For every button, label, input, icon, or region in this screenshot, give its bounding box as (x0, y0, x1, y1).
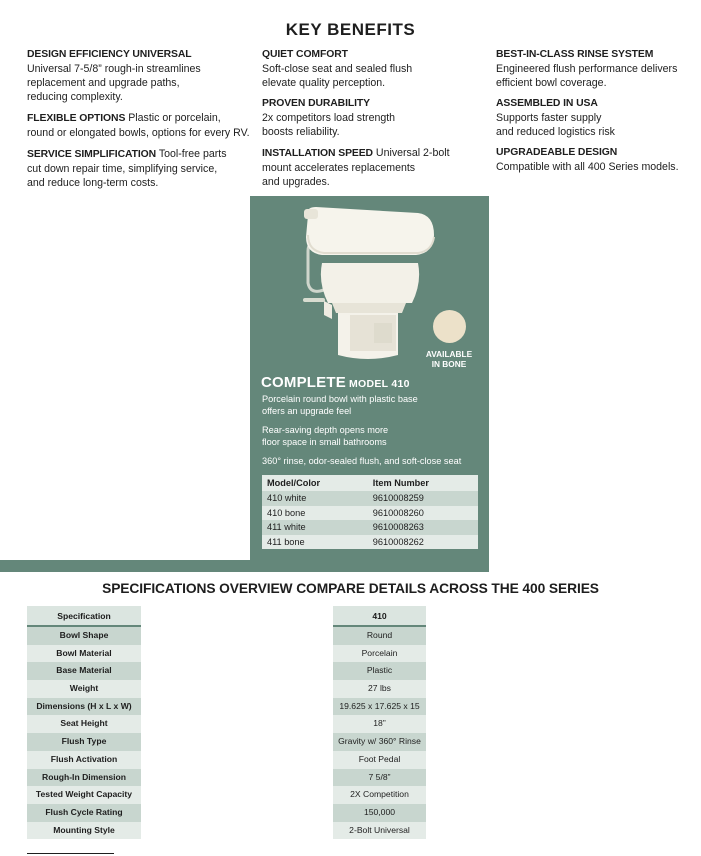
benefit-text: Soft-close seat and sealed flush elevate quality perception. (262, 63, 413, 89)
spec-label: Weight (27, 680, 141, 698)
spec-values-column (333, 606, 426, 839)
benefit-title: PROVEN DURABILITY (262, 98, 370, 109)
item-number-table (262, 475, 478, 549)
model-color-cell: 411 white (262, 520, 364, 535)
benefits-column-1 (27, 48, 257, 197)
benefit-text: Universal 2-bolt mount accelerates replacements and upgrades. (262, 147, 450, 188)
benefit-title: INSTALLATION SPEED (262, 148, 373, 159)
spec-value: Round (333, 627, 426, 645)
spec-label: Bowl Material (27, 645, 141, 663)
benefit-title: QUIET COMFORT (262, 49, 348, 60)
benefit-text: Engineered flush performance delivers efficient bowl coverage. (496, 63, 678, 89)
product-model: MODEL 410 (348, 378, 410, 390)
benefit-text: Supports faster supply and reduced logistics risk (496, 112, 615, 138)
spec-value: Porcelain (333, 645, 426, 663)
bone-color-swatch (433, 310, 466, 343)
spec-label: Flush Cycle Rating (27, 804, 141, 822)
item-number-cell: 9610008262 (364, 535, 478, 550)
benefit-item (262, 146, 492, 189)
benefit-item (496, 146, 701, 174)
divider (27, 853, 114, 854)
spec-label: Mounting Style (27, 822, 141, 840)
product-name (261, 374, 410, 392)
benefit-item (262, 97, 492, 139)
spec-value: Gravity w/ 360° Rinse (333, 733, 426, 751)
spec-label-header: Specification (27, 606, 141, 627)
benefit-title: DESIGN EFFICIENCY UNIVERSAL (27, 49, 192, 60)
model-color-cell: 411 bone (262, 535, 364, 550)
spec-label: Rough-In Dimension (27, 769, 141, 787)
product-description-1: Porcelain round bowl with plastic base offers an upgrade feel (262, 394, 418, 416)
spec-value: Foot Pedal (333, 751, 426, 769)
spec-value-header: 410 (333, 606, 426, 627)
table-row (262, 506, 478, 521)
spec-label: Flush Activation (27, 751, 141, 769)
page-title: KEY BENEFITS (285, 20, 416, 39)
benefits-column-2 (262, 48, 492, 196)
spec-label: Seat Height (27, 715, 141, 733)
product-name-main: COMPLETE (261, 374, 346, 391)
spec-value: 19.625 x 17.625 x 15 (333, 698, 426, 716)
benefit-text: Compatible with all 400 Series models. (496, 161, 679, 173)
benefit-item (27, 147, 257, 190)
model-color-cell: 410 bone (262, 506, 364, 521)
spec-label: Dimensions (H x L x W) (27, 698, 141, 716)
model-color-cell: 410 white (262, 491, 364, 506)
table-row (262, 520, 478, 535)
benefit-title: UPGRADEABLE DESIGN (496, 147, 618, 158)
specifications-heading: SPECIFICATIONS OVERVIEW COMPARE DETAILS ACROSS THE 400 SERIES (102, 581, 599, 596)
product-description-2: Rear-saving depth opens more floor space in small bathrooms (262, 425, 389, 447)
benefit-text: 2x competitors load strength boosts reliability. (262, 112, 396, 138)
benefit-text: Plastic or porcelain, round or elongated bowls, options for every RV. (27, 112, 250, 139)
available-in-bone-label: AVAILABLE IN BONE (425, 349, 473, 369)
benefit-item (262, 48, 492, 90)
benefit-title: SERVICE SIMPLIFICATION (27, 149, 157, 160)
table-row (262, 491, 478, 506)
benefit-title: BEST-IN-CLASS RINSE SYSTEM (496, 49, 654, 60)
spec-value: 7 5/8” (333, 769, 426, 787)
spec-labels-column (27, 606, 141, 839)
spec-value: 2-Bolt Universal (333, 822, 426, 840)
benefits-column-3 (496, 48, 701, 181)
spec-label: Flush Type (27, 733, 141, 751)
table-row (262, 535, 478, 550)
benefit-text: Tool-free parts cut down repair time, simplifying service, and reduce long-term costs. (27, 148, 227, 189)
spec-value: 150,000 (333, 804, 426, 822)
spec-value: 18” (333, 715, 426, 733)
spec-label: Tested Weight Capacity (27, 786, 141, 804)
spec-value: 27 lbs (333, 680, 426, 698)
benefit-item (27, 111, 257, 140)
spec-value: 2X Competition (333, 786, 426, 804)
spec-label: Bowl Shape (27, 627, 141, 645)
spec-label: Base Material (27, 662, 141, 680)
product-description-3: 360° rinse, odor-sealed flush, and soft-close seat (262, 456, 462, 466)
table-header-item-number: Item Number (364, 475, 478, 491)
benefit-item (496, 48, 701, 90)
toilet-image (298, 203, 440, 368)
benefit-item (27, 48, 257, 104)
benefit-text: Universal 7-5/8” rough-in streamlines replacement and upgrade paths, reducing complexity. (27, 63, 201, 103)
table-header-model: Model/Color (262, 475, 364, 491)
benefit-title: FLEXIBLE OPTIONS (27, 113, 126, 124)
item-number-cell: 9610008263 (364, 520, 478, 535)
item-number-cell: 9610008259 (364, 491, 478, 506)
item-number-cell: 9610008260 (364, 506, 478, 521)
spec-value: Plastic (333, 662, 426, 680)
benefit-title: ASSEMBLED IN USA (496, 98, 598, 109)
benefit-item (496, 97, 701, 139)
